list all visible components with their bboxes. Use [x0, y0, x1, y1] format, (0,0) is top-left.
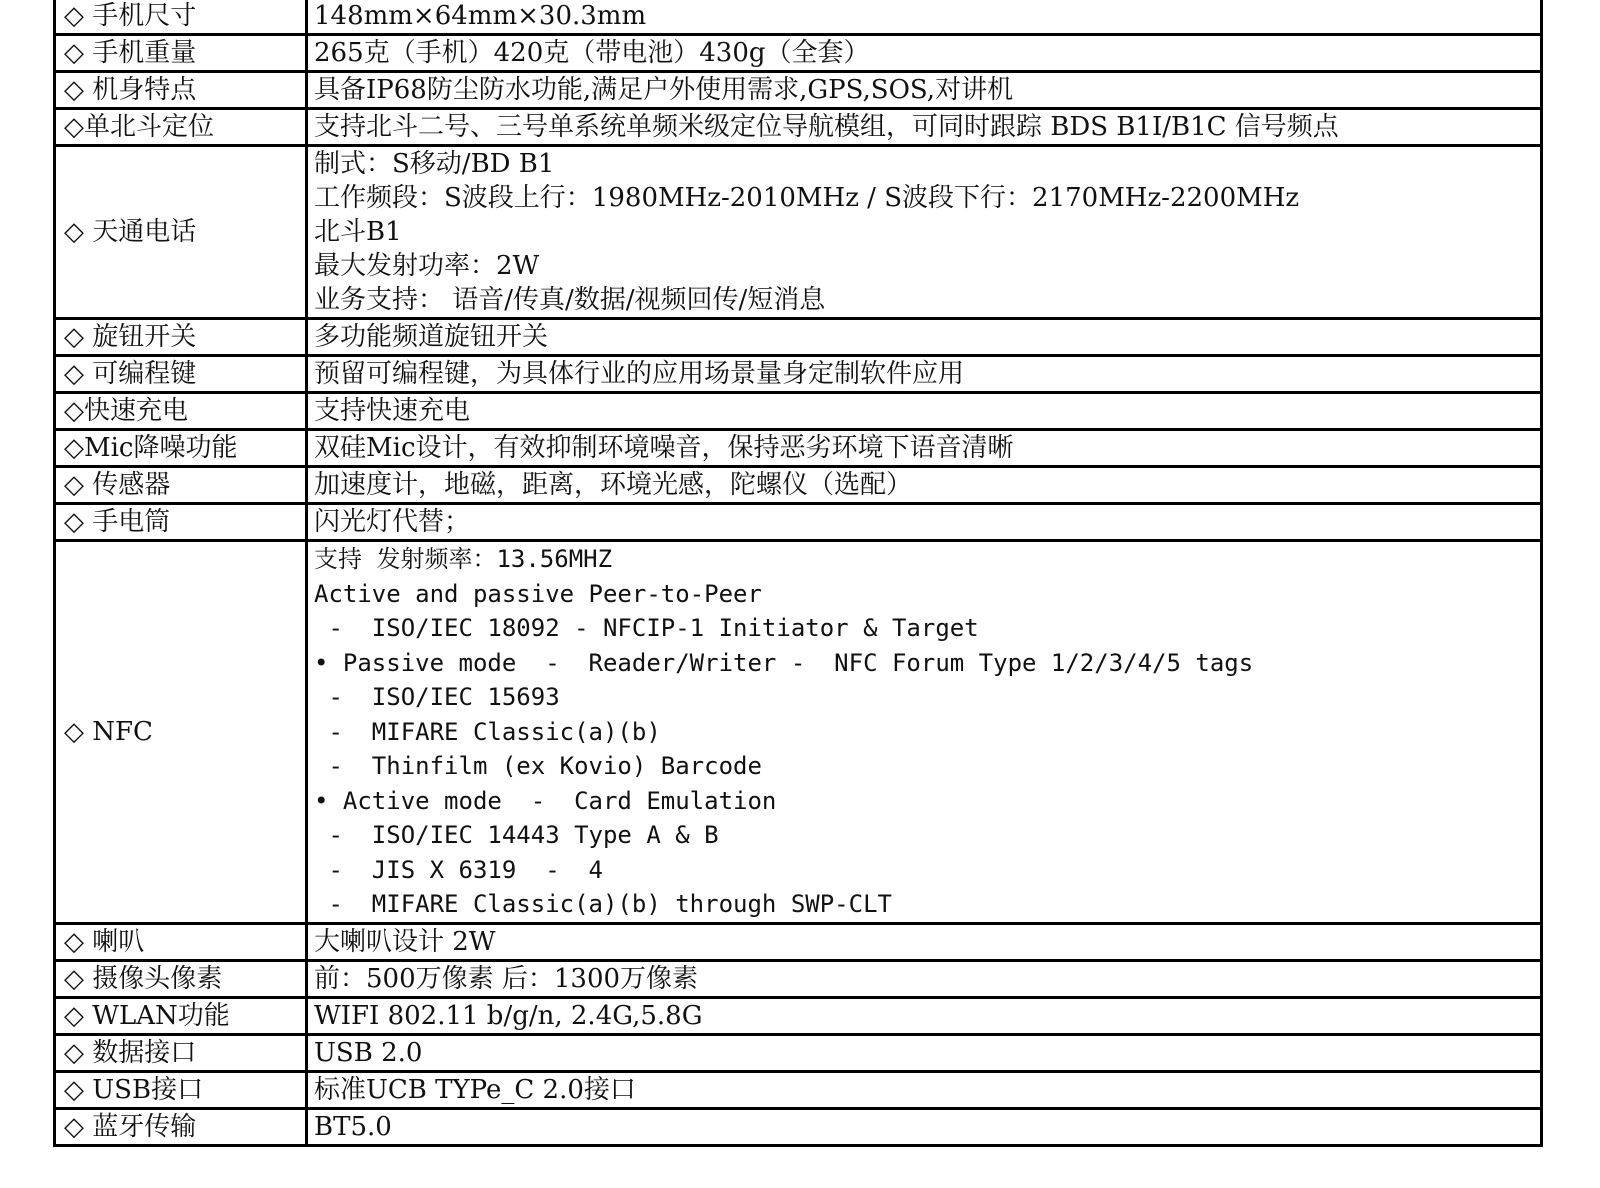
spec-value [307, 319, 1542, 356]
spec-value-line: 前：500万像素 后：1300万像素 [314, 963, 699, 994]
spec-value [307, 1034, 1542, 1071]
spec-label: ◇ 可编程键 [55, 356, 307, 393]
spec-value-line: - MIFARE Classic(a)(b) through SWP-CLT [314, 890, 892, 918]
spec-row-knob [55, 319, 1542, 356]
spec-label: ◇ 天通电话 [55, 146, 307, 319]
spec-label: ◇Mic降噪功能 [55, 430, 307, 467]
spec-row-camera [55, 960, 1542, 997]
spec-label: ◇ 手电筒 [55, 504, 307, 541]
spec-row-usb [55, 1071, 1542, 1108]
spec-value [307, 72, 1542, 109]
spec-value [307, 1071, 1542, 1108]
spec-label: ◇ 喇叭 [55, 923, 307, 960]
spec-value-line: 北斗B1 [314, 217, 402, 247]
spec-value-line: 标准UCB TYPe_C 2.0接口 [314, 1074, 636, 1105]
spec-value [307, 109, 1542, 146]
spec-value-line: 多功能频道旋钮开关 [314, 322, 549, 352]
spec-label: ◇ 旋钮开关 [55, 319, 307, 356]
spec-value-line: 支持快速充电 [314, 396, 471, 426]
spec-value [307, 430, 1542, 467]
spec-label: ◇ 数据接口 [55, 1034, 307, 1071]
spec-label: ◇ 传感器 [55, 467, 307, 504]
spec-value [307, 923, 1542, 960]
spec-value-line: - ISO/IEC 18092 - NFCIP-1 Initiator & Target [314, 614, 979, 642]
spec-row-wlan [55, 997, 1542, 1034]
spec-value [307, 35, 1542, 72]
spec-label: ◇ 机身特点 [55, 72, 307, 109]
spec-label: ◇快速充电 [55, 393, 307, 430]
spec-value-line: 加速度计，地磁，距离，环境光感，陀螺仪（选配） [314, 470, 913, 500]
spec-value-line: - ISO/IEC 15693 [314, 683, 560, 711]
spec-value-line: - ISO/IEC 14443 Type A & B [314, 821, 719, 849]
spec-value [307, 541, 1542, 924]
spec-value-line: 支持 发射频率：13.56MHZ [314, 545, 613, 573]
spec-value-line: • Passive mode - Reader/Writer - NFC Forum Type 1/2/3/4/5 tags [314, 648, 1254, 677]
spec-value-line: 最大发射功率：2W [314, 251, 540, 281]
spec-row-programmable-key [55, 356, 1542, 393]
spec-value-line: 业务支持： 语音/传真/数据/视频回传/短消息 [314, 285, 826, 315]
spec-label: ◇ 蓝牙传输 [55, 1108, 307, 1145]
spec-label: ◇单北斗定位 [55, 109, 307, 146]
spec-value [307, 467, 1542, 504]
spec-row-tiantong [55, 146, 1542, 319]
spec-value-line: - JIS X 6319 - 4 [314, 855, 603, 884]
spec-value-line: BT5.0 [314, 1111, 392, 1142]
spec-row-weight [55, 35, 1542, 72]
spec-value-line: 双硅Mic设计，有效抑制环境噪音，保持恶劣环境下语音清晰 [314, 433, 1014, 463]
spec-row-sensors [55, 467, 1542, 504]
spec-value [307, 146, 1542, 319]
spec-value-line: 支持北斗二号、三号单系统单频米级定位导航模组，可同时跟踪 BDS B1I/B1C 信号频点 [314, 112, 1339, 142]
spec-label: ◇ 手机重量 [55, 35, 307, 72]
spec-value [307, 1108, 1542, 1145]
spec-value-line: 大喇叭设计 2W [314, 926, 496, 957]
spec-value [307, 0, 1542, 35]
spec-value-line: 具备IP68防尘防水功能,满足户外使用需求,GPS,SOS,对讲机 [314, 75, 1014, 105]
spec-table [53, 0, 1543, 1147]
spec-value-line: USB 2.0 [314, 1037, 423, 1068]
spec-label: ◇ USB接口 [55, 1071, 307, 1108]
spec-value-line: • Active mode - Card Emulation [314, 786, 777, 815]
spec-row-mic [55, 430, 1542, 467]
spec-value-line: 148mm×64mm×30.3mm [314, 1, 647, 31]
spec-value-line: Active and passive Peer-to-Peer [314, 579, 762, 608]
spec-row-nfc [55, 541, 1542, 924]
spec-value [307, 393, 1542, 430]
spec-row-size [55, 0, 1542, 35]
spec-value-line: - MIFARE Classic(a)(b) [314, 717, 661, 746]
spec-row-fast-charge [55, 393, 1542, 430]
spec-value [307, 960, 1542, 997]
spec-value [307, 997, 1542, 1034]
spec-value-line: 预留可编程键，为具体行业的应用场景量身定制软件应用 [314, 359, 965, 389]
spec-label: ◇ 摄像头像素 [55, 960, 307, 997]
spec-value [307, 356, 1542, 393]
spec-row-bluetooth [55, 1108, 1542, 1145]
spec-value-line: 闪光灯代替； [314, 507, 471, 537]
spec-row-flashlight [55, 504, 1542, 541]
spec-value [307, 504, 1542, 541]
spec-row-body-features [55, 72, 1542, 109]
spec-value-line: 工作频段：S波段上行：1980MHz-2010MHz / S波段下行：2170MHz-2200MHz [314, 183, 1300, 213]
spec-row-data-port [55, 1034, 1542, 1071]
spec-label: ◇ NFC [55, 541, 307, 924]
spec-label: ◇ WLAN功能 [55, 997, 307, 1034]
spec-label: ◇ 手机尺寸 [55, 0, 307, 35]
spec-value-line: - Thinfilm (ex Kovio) Barcode [314, 752, 762, 780]
spec-value-line: 制式：S移动/BD B1 [314, 149, 555, 179]
spec-value-line: WIFI 802.11 b/g/n, 2.4G,5.8G [314, 1000, 703, 1031]
spec-row-speaker [55, 923, 1542, 960]
spec-value-line: 265克（手机）420克（带电池）430g（全套） [314, 38, 870, 68]
spec-row-beidou [55, 109, 1542, 146]
